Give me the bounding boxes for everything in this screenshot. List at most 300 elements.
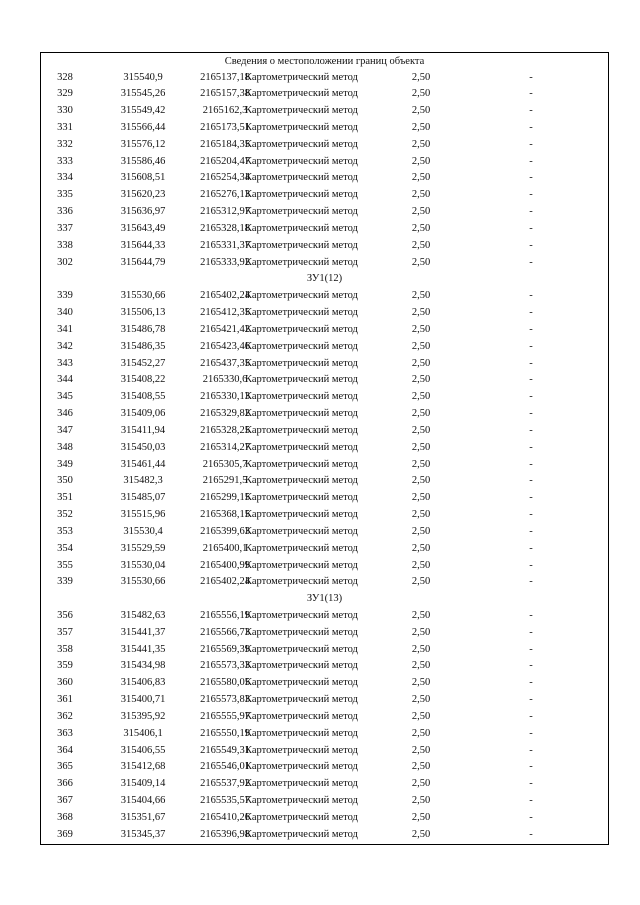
x-coordinate-cell: 315486,78 xyxy=(120,323,166,335)
method-cell: Картометрический метод xyxy=(245,424,358,436)
x-coordinate-cell: 315530,04 xyxy=(120,559,166,571)
y-coordinate-cell: 2165173,51 xyxy=(200,121,250,133)
point-number-cell: 359 xyxy=(57,660,73,672)
x-coordinate-cell: 315530,66 xyxy=(120,576,166,588)
table-row xyxy=(41,372,608,389)
y-coordinate-cell: 2165556,19 xyxy=(200,610,250,621)
dash-cell: - xyxy=(529,307,533,319)
method-cell: Картометрический метод xyxy=(245,542,358,554)
table-row xyxy=(41,86,608,103)
table-row xyxy=(41,288,608,305)
dash-cell: - xyxy=(529,222,533,234)
y-coordinate-cell: 2165204,47 xyxy=(200,155,250,167)
y-coordinate-cell: 2165573,33 xyxy=(200,660,250,672)
precision-cell: 2,50 xyxy=(411,172,431,184)
dash-cell: - xyxy=(529,795,533,807)
y-coordinate-cell: 2165402,24 xyxy=(200,290,250,302)
y-coordinate-cell: 2165400,1 xyxy=(202,542,248,554)
method-cell: Картометрический метод xyxy=(245,643,358,655)
x-coordinate-cell: 315400,71 xyxy=(120,694,166,706)
precision-cell: 2,50 xyxy=(411,778,431,790)
point-number-cell: 333 xyxy=(57,155,73,167)
table-row xyxy=(41,103,608,120)
y-coordinate-cell: 2165396,98 xyxy=(200,828,250,840)
precision-cell: 2,50 xyxy=(411,71,431,83)
method-cell: Картометрический метод xyxy=(245,610,358,621)
dash-cell: - xyxy=(529,290,533,302)
table-row xyxy=(41,726,608,743)
y-coordinate-cell: 2165329,82 xyxy=(200,408,250,420)
table-row xyxy=(41,675,608,692)
x-coordinate-cell: 315586,46 xyxy=(120,155,166,167)
table-row xyxy=(41,558,608,575)
table-row xyxy=(41,541,608,558)
point-number-cell: 364 xyxy=(57,744,73,756)
precision-cell: 2,50 xyxy=(411,458,431,470)
precision-cell: 2,50 xyxy=(411,677,431,689)
y-coordinate-cell: 2165580,05 xyxy=(200,677,250,689)
dash-cell: - xyxy=(529,172,533,184)
dash-cell: - xyxy=(529,357,533,369)
y-coordinate-cell: 2165254,34 xyxy=(200,172,250,184)
precision-cell: 2,50 xyxy=(411,492,431,504)
dash-cell: - xyxy=(529,492,533,504)
point-number-cell: 337 xyxy=(57,222,73,234)
precision-cell: 2,50 xyxy=(411,206,431,218)
point-number-cell: 343 xyxy=(57,357,73,369)
precision-cell: 2,50 xyxy=(411,475,431,487)
method-cell: Картометрический метод xyxy=(245,778,358,790)
x-coordinate-cell: 315545,26 xyxy=(120,88,166,100)
y-coordinate-cell: 2165437,35 xyxy=(200,357,250,369)
precision-cell: 2,50 xyxy=(411,307,431,319)
y-coordinate-cell: 2165555,97 xyxy=(200,710,250,722)
method-cell: Картометрический метод xyxy=(245,509,358,521)
y-coordinate-cell: 2165550,19 xyxy=(200,727,250,739)
y-coordinate-cell: 2165399,63 xyxy=(200,525,250,537)
x-coordinate-cell: 315482,63 xyxy=(120,610,166,621)
method-cell: Картометрический метод xyxy=(245,694,358,706)
method-cell: Картометрический метод xyxy=(245,559,358,571)
x-coordinate-cell: 315530,66 xyxy=(120,290,166,302)
precision-cell: 2,50 xyxy=(411,138,431,150)
dash-cell: - xyxy=(529,441,533,453)
dash-cell: - xyxy=(529,458,533,470)
x-coordinate-cell: 315620,23 xyxy=(120,189,166,201)
x-coordinate-cell: 315608,51 xyxy=(120,172,166,184)
table-row xyxy=(41,440,608,457)
y-coordinate-cell: 2165314,27 xyxy=(200,441,250,453)
table-row xyxy=(41,759,608,776)
y-coordinate-cell: 2165328,25 xyxy=(200,424,250,436)
dash-cell: - xyxy=(529,660,533,672)
dash-cell: - xyxy=(529,391,533,403)
y-coordinate-cell: 2165312,97 xyxy=(200,206,250,218)
method-cell: Картометрический метод xyxy=(245,475,358,487)
precision-cell: 2,50 xyxy=(411,509,431,521)
boundary-table xyxy=(40,52,609,845)
precision-cell: 2,50 xyxy=(411,710,431,722)
point-number-cell: 334 xyxy=(57,172,73,184)
table-row xyxy=(41,389,608,406)
point-number-cell: 340 xyxy=(57,307,73,319)
method-cell: Картометрический метод xyxy=(245,71,358,83)
table-row xyxy=(41,204,608,221)
dash-cell: - xyxy=(529,71,533,83)
method-cell: Картометрический метод xyxy=(245,290,358,302)
precision-cell: 2,50 xyxy=(411,643,431,655)
point-number-cell: 363 xyxy=(57,727,73,739)
table-row xyxy=(41,255,608,272)
method-cell: Картометрический метод xyxy=(245,155,358,167)
y-coordinate-cell: 2165328,18 xyxy=(200,222,250,234)
point-number-cell: 355 xyxy=(57,559,73,571)
dash-cell: - xyxy=(529,559,533,571)
dash-cell: - xyxy=(529,677,533,689)
y-coordinate-cell: 2165549,31 xyxy=(200,744,250,756)
point-number-cell: 357 xyxy=(57,626,73,638)
x-coordinate-cell: 315395,92 xyxy=(120,710,166,722)
table-row xyxy=(41,339,608,356)
x-coordinate-cell: 315486,35 xyxy=(120,340,166,352)
method-cell: Картометрический метод xyxy=(245,811,358,823)
point-number-cell: 349 xyxy=(57,458,73,470)
method-cell: Картометрический метод xyxy=(245,239,358,251)
x-coordinate-cell: 315441,37 xyxy=(120,626,166,638)
y-coordinate-cell: 2165331,37 xyxy=(200,239,250,251)
point-number-cell: 356 xyxy=(57,610,73,621)
x-coordinate-cell: 315452,27 xyxy=(120,357,166,369)
table-row xyxy=(41,625,608,642)
precision-cell: 2,50 xyxy=(411,189,431,201)
precision-cell: 2,50 xyxy=(411,525,431,537)
point-number-cell: 366 xyxy=(57,778,73,790)
x-coordinate-cell: 315434,98 xyxy=(120,660,166,672)
y-coordinate-cell: 2165330,6 xyxy=(202,374,248,386)
point-number-cell: 352 xyxy=(57,509,73,521)
method-cell: Картометрический метод xyxy=(245,121,358,133)
dash-cell: - xyxy=(529,727,533,739)
method-cell: Картометрический метод xyxy=(245,744,358,756)
method-cell: Картометрический метод xyxy=(245,727,358,739)
point-number-cell: 353 xyxy=(57,525,73,537)
table-row xyxy=(41,221,608,238)
y-coordinate-cell: 2165368,15 xyxy=(200,509,250,521)
point-number-cell: 365 xyxy=(57,761,73,773)
method-cell: Картометрический метод xyxy=(245,222,358,234)
section-heading: ЗУ1(12) xyxy=(306,273,343,285)
precision-cell: 2,50 xyxy=(411,441,431,453)
method-cell: Картометрический метод xyxy=(245,626,358,638)
method-cell: Картометрический метод xyxy=(245,357,358,369)
table-row xyxy=(41,473,608,490)
point-number-cell: 351 xyxy=(57,492,73,504)
method-cell: Картометрический метод xyxy=(245,761,358,773)
x-coordinate-cell: 315408,55 xyxy=(120,391,166,403)
table-row xyxy=(41,709,608,726)
method-cell: Картометрический метод xyxy=(245,206,358,218)
point-number-cell: 362 xyxy=(57,710,73,722)
x-coordinate-cell: 315411,94 xyxy=(120,424,166,436)
precision-cell: 2,50 xyxy=(411,222,431,234)
x-coordinate-cell: 315412,68 xyxy=(120,761,166,773)
precision-cell: 2,50 xyxy=(411,239,431,251)
point-number-cell: 360 xyxy=(57,677,73,689)
precision-cell: 2,50 xyxy=(411,761,431,773)
y-coordinate-cell: 2165162,3 xyxy=(202,105,248,117)
table-body xyxy=(41,70,608,844)
table-row xyxy=(41,776,608,793)
table-row xyxy=(41,356,608,373)
x-coordinate-cell: 315566,44 xyxy=(120,121,166,133)
point-number-cell: 341 xyxy=(57,323,73,335)
y-coordinate-cell: 2165546,01 xyxy=(200,761,250,773)
point-number-cell: 342 xyxy=(57,340,73,352)
precision-cell: 2,50 xyxy=(411,374,431,386)
method-cell: Картометрический метод xyxy=(245,340,358,352)
point-number-cell: 328 xyxy=(57,71,73,83)
point-number-cell: 344 xyxy=(57,374,73,386)
method-cell: Картометрический метод xyxy=(245,492,358,504)
dash-cell: - xyxy=(529,374,533,386)
point-number-cell: 348 xyxy=(57,441,73,453)
x-coordinate-cell: 315636,97 xyxy=(120,206,166,218)
y-coordinate-cell: 2165569,39 xyxy=(200,643,250,655)
dash-cell: - xyxy=(529,828,533,840)
x-coordinate-cell: 315530,4 xyxy=(123,525,163,537)
precision-cell: 2,50 xyxy=(411,155,431,167)
point-number-cell: 336 xyxy=(57,206,73,218)
method-cell: Картометрический метод xyxy=(245,576,358,588)
x-coordinate-cell: 315409,06 xyxy=(120,408,166,420)
table-row xyxy=(41,490,608,507)
dash-cell: - xyxy=(529,424,533,436)
x-coordinate-cell: 315643,49 xyxy=(120,222,166,234)
x-coordinate-cell: 315351,67 xyxy=(120,811,166,823)
point-number-cell: 339 xyxy=(57,576,73,588)
y-coordinate-cell: 2165410,26 xyxy=(200,811,250,823)
method-cell: Картометрический метод xyxy=(245,88,358,100)
dash-cell: - xyxy=(529,155,533,167)
point-number-cell: 339 xyxy=(57,290,73,302)
method-cell: Картометрический метод xyxy=(245,660,358,672)
dash-cell: - xyxy=(529,744,533,756)
method-cell: Картометрический метод xyxy=(245,408,358,420)
y-coordinate-cell: 2165299,15 xyxy=(200,492,250,504)
precision-cell: 2,50 xyxy=(411,626,431,638)
precision-cell: 2,50 xyxy=(411,340,431,352)
dash-cell: - xyxy=(529,408,533,420)
precision-cell: 2,50 xyxy=(411,660,431,672)
method-cell: Картометрический метод xyxy=(245,458,358,470)
y-coordinate-cell: 2165573,83 xyxy=(200,694,250,706)
method-cell: Картометрический метод xyxy=(245,441,358,453)
method-cell: Картометрический метод xyxy=(245,138,358,150)
x-coordinate-cell: 315408,22 xyxy=(120,374,166,386)
dash-cell: - xyxy=(529,88,533,100)
dash-cell: - xyxy=(529,340,533,352)
point-number-cell: 367 xyxy=(57,795,73,807)
point-number-cell: 368 xyxy=(57,811,73,823)
x-coordinate-cell: 315441,35 xyxy=(120,643,166,655)
method-cell: Картометрический метод xyxy=(245,189,358,201)
precision-cell: 2,50 xyxy=(411,357,431,369)
dash-cell: - xyxy=(529,138,533,150)
point-number-cell: 346 xyxy=(57,408,73,420)
x-coordinate-cell: 315529,59 xyxy=(120,542,166,554)
precision-cell: 2,50 xyxy=(411,88,431,100)
dash-cell: - xyxy=(529,509,533,521)
precision-cell: 2,50 xyxy=(411,694,431,706)
point-number-cell: 329 xyxy=(57,88,73,100)
x-coordinate-cell: 315461,44 xyxy=(120,458,166,470)
x-coordinate-cell: 315515,96 xyxy=(120,509,166,521)
dash-cell: - xyxy=(529,610,533,621)
dash-cell: - xyxy=(529,626,533,638)
method-cell: Картометрический метод xyxy=(245,525,358,537)
precision-cell: 2,50 xyxy=(411,610,431,621)
table-row xyxy=(41,574,608,591)
x-coordinate-cell: 315576,12 xyxy=(120,138,166,150)
table-row xyxy=(41,423,608,440)
table-row xyxy=(41,170,608,187)
y-coordinate-cell: 2165412,35 xyxy=(200,307,250,319)
x-coordinate-cell: 315549,42 xyxy=(120,105,166,117)
point-number-cell: 361 xyxy=(57,694,73,706)
table-row xyxy=(41,507,608,524)
x-coordinate-cell: 315345,37 xyxy=(120,828,166,840)
dash-cell: - xyxy=(529,525,533,537)
table-row xyxy=(41,70,608,87)
method-cell: Картометрический метод xyxy=(245,307,358,319)
table-row xyxy=(41,810,608,827)
table-row xyxy=(41,658,608,675)
x-coordinate-cell: 315644,33 xyxy=(120,239,166,251)
method-cell: Картометрический метод xyxy=(245,374,358,386)
point-number-cell: 338 xyxy=(57,239,73,251)
method-cell: Картометрический метод xyxy=(245,323,358,335)
y-coordinate-cell: 2165184,35 xyxy=(200,138,250,150)
dash-cell: - xyxy=(529,206,533,218)
table-row xyxy=(41,322,608,339)
point-number-cell: 335 xyxy=(57,189,73,201)
point-number-cell: 369 xyxy=(57,828,73,840)
dash-cell: - xyxy=(529,105,533,117)
y-coordinate-cell: 2165137,18 xyxy=(200,71,250,83)
method-cell: Картометрический метод xyxy=(245,795,358,807)
precision-cell: 2,50 xyxy=(411,105,431,117)
point-number-cell: 347 xyxy=(57,424,73,436)
method-cell: Картометрический метод xyxy=(245,828,358,840)
y-coordinate-cell: 2165330,13 xyxy=(200,391,250,403)
dash-cell: - xyxy=(529,323,533,335)
y-coordinate-cell: 2165291,5 xyxy=(202,475,248,487)
x-coordinate-cell: 315406,55 xyxy=(120,744,166,756)
table-row xyxy=(41,743,608,760)
y-coordinate-cell: 2165421,42 xyxy=(200,323,250,335)
table-row xyxy=(41,524,608,541)
section-heading: ЗУ1(13) xyxy=(306,593,343,605)
precision-cell: 2,50 xyxy=(411,542,431,554)
precision-cell: 2,50 xyxy=(411,811,431,823)
y-coordinate-cell: 2165566,73 xyxy=(200,626,250,638)
precision-cell: 2,50 xyxy=(411,744,431,756)
x-coordinate-cell: 315450,03 xyxy=(120,441,166,453)
y-coordinate-cell: 2165400,99 xyxy=(200,559,250,571)
method-cell: Картометрический метод xyxy=(245,105,358,117)
y-coordinate-cell: 2165157,38 xyxy=(200,88,250,100)
y-coordinate-cell: 2165423,46 xyxy=(200,340,250,352)
table-row xyxy=(41,827,608,844)
table-row xyxy=(41,305,608,322)
table-row xyxy=(41,793,608,810)
y-coordinate-cell: 2165276,13 xyxy=(200,189,250,201)
precision-cell: 2,50 xyxy=(411,828,431,840)
table-title: Сведения о местоположении границ объекта xyxy=(224,56,425,67)
method-cell: Картометрический метод xyxy=(245,256,358,268)
dash-cell: - xyxy=(529,189,533,201)
point-number-cell: 331 xyxy=(57,121,73,133)
dash-cell: - xyxy=(529,710,533,722)
x-coordinate-cell: 315485,07 xyxy=(120,492,166,504)
method-cell: Картометрический метод xyxy=(245,172,358,184)
dash-cell: - xyxy=(529,239,533,251)
table-row xyxy=(41,137,608,154)
dash-cell: - xyxy=(529,256,533,268)
dash-cell: - xyxy=(529,778,533,790)
x-coordinate-cell: 315409,14 xyxy=(120,778,166,790)
point-number-cell: 350 xyxy=(57,475,73,487)
x-coordinate-cell: 315506,13 xyxy=(120,307,166,319)
table-row xyxy=(41,406,608,423)
table-row xyxy=(41,187,608,204)
y-coordinate-cell: 2165535,57 xyxy=(200,795,250,807)
dash-cell: - xyxy=(529,761,533,773)
y-coordinate-cell: 2165305,7 xyxy=(202,458,248,470)
precision-cell: 2,50 xyxy=(411,576,431,588)
point-number-cell: 358 xyxy=(57,643,73,655)
dash-cell: - xyxy=(529,576,533,588)
table-row xyxy=(41,154,608,171)
table-row xyxy=(41,457,608,474)
point-number-cell: 332 xyxy=(57,138,73,150)
dash-cell: - xyxy=(529,542,533,554)
point-number-cell: 302 xyxy=(57,256,73,268)
y-coordinate-cell: 2165402,24 xyxy=(200,576,250,588)
precision-cell: 2,50 xyxy=(411,323,431,335)
point-number-cell: 354 xyxy=(57,542,73,554)
precision-cell: 2,50 xyxy=(411,290,431,302)
dash-cell: - xyxy=(529,643,533,655)
table-row xyxy=(41,642,608,659)
dash-cell: - xyxy=(529,475,533,487)
method-cell: Картометрический метод xyxy=(245,710,358,722)
x-coordinate-cell: 315482,3 xyxy=(123,475,163,487)
precision-cell: 2,50 xyxy=(411,727,431,739)
point-number-cell: 345 xyxy=(57,391,73,403)
precision-cell: 2,50 xyxy=(411,424,431,436)
dash-cell: - xyxy=(529,121,533,133)
precision-cell: 2,50 xyxy=(411,408,431,420)
precision-cell: 2,50 xyxy=(411,795,431,807)
x-coordinate-cell: 315540,9 xyxy=(123,71,163,83)
dash-cell: - xyxy=(529,694,533,706)
x-coordinate-cell: 315406,1 xyxy=(123,727,163,739)
dash-cell: - xyxy=(529,811,533,823)
y-coordinate-cell: 2165333,92 xyxy=(200,256,250,268)
table-row xyxy=(41,120,608,137)
y-coordinate-cell: 2165537,92 xyxy=(200,778,250,790)
